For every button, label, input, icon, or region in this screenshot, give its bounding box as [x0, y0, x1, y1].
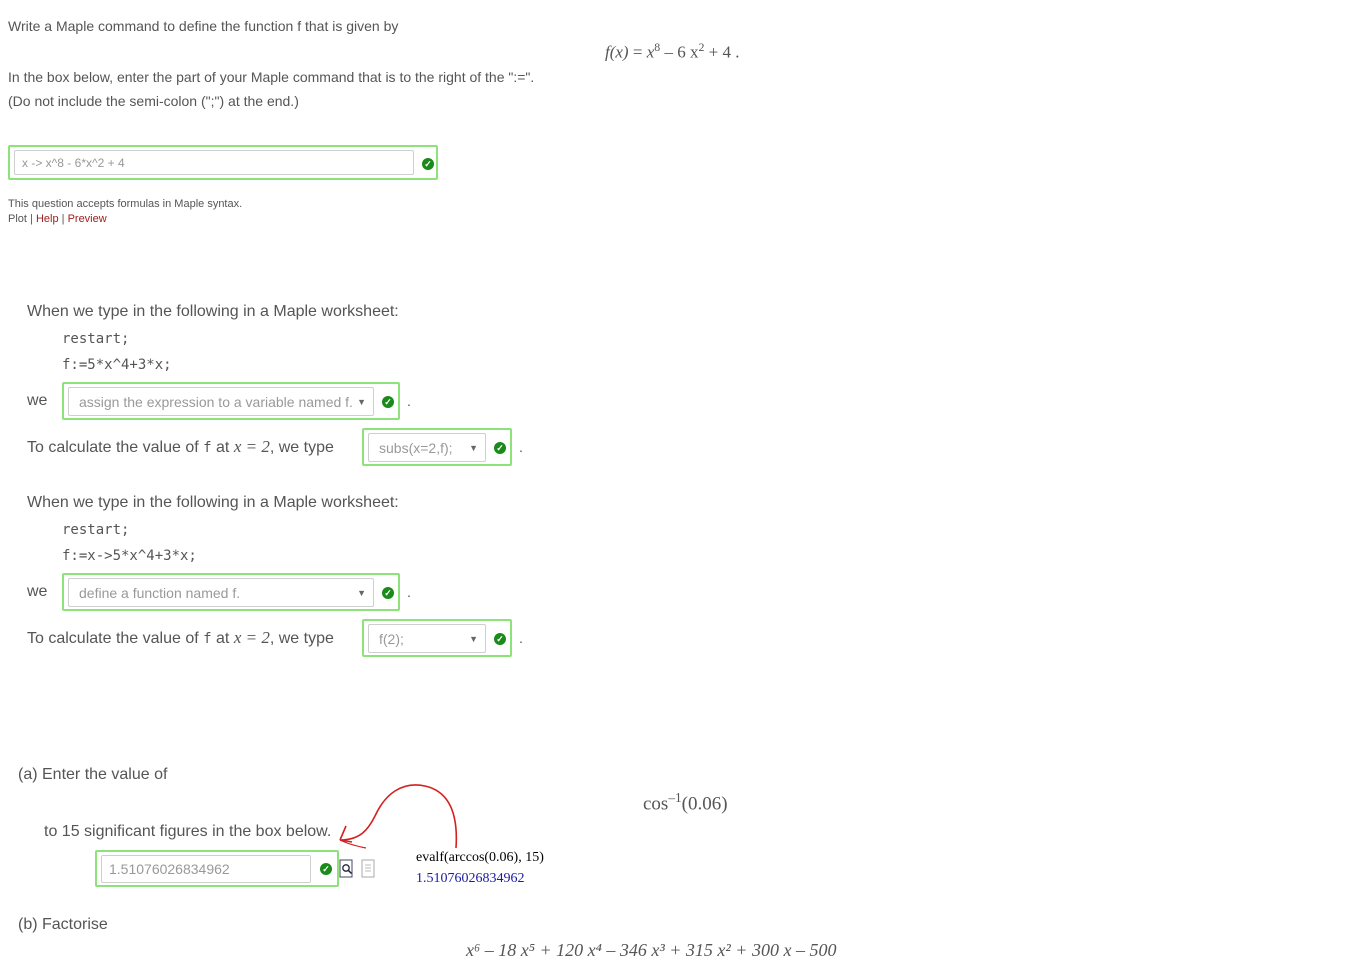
q4-part-a-label: (a) Enter the value of [18, 766, 168, 783]
q2-code-line-1: restart; [62, 331, 130, 347]
plot-doc-icon[interactable] [361, 859, 377, 879]
q1-answer-input[interactable]: x -> x^8 - 6*x^2 + 4 [14, 150, 414, 175]
q2-intro: When we type in the following in a Maple worksheet: [27, 303, 399, 320]
q2-calc-text: To calculate the value of f at x = 2, we type [27, 437, 334, 456]
q4-expression: $\cos^{-1}(0.06)$ [643, 790, 728, 815]
annotation-arrow [330, 778, 470, 858]
q1-formula: $f(x) = x^8 - 6$ $x^2 + 4$ . [605, 40, 740, 62]
dropdown-caret-icon: ▼ [357, 587, 366, 598]
correct-check-icon: ✓ [382, 587, 394, 599]
dropdown-caret-icon: ▼ [469, 633, 478, 644]
q4-polynomial: x⁶ – 18 x⁵ + 120 x⁴ – 346 x³ + 315 x² + 300 x – 500 [466, 940, 837, 960]
q3-calc-text: To calculate the value of f at x = 2, we type [27, 628, 334, 647]
q4-answer-frame [95, 850, 339, 887]
correct-check-icon: ✓ [422, 158, 434, 170]
q1-prompt: Write a Maple command to define the function f that is given by [8, 18, 399, 34]
q3-select1-frame [62, 573, 400, 611]
correct-check-icon: ✓ [382, 396, 394, 408]
preview-doc-icon[interactable] [339, 859, 355, 879]
q3-intro: When we type in the following in a Maple worksheet: [27, 494, 399, 511]
preview-link[interactable]: Preview [67, 213, 107, 225]
q1-instruction-1: In the box below, enter the part of your Maple command that is to the right of the ":=". [8, 69, 535, 85]
q3-select2-frame [362, 619, 512, 657]
help-link[interactable]: Help [35, 213, 59, 225]
q3-dropdown-2[interactable]: f(2); ▼ [368, 624, 486, 653]
plot-link[interactable]: Plot [8, 213, 27, 225]
correct-check-icon: ✓ [494, 442, 506, 454]
q2-code-line-2: f:=5*x^4+3*x; [62, 357, 172, 373]
q1-links: Plot | Help | Preview [8, 213, 107, 225]
q3-dropdown-1[interactable]: define a function named f. ▼ [68, 578, 374, 607]
annotation-result: 1.51076026834962 [416, 871, 525, 886]
q1-answer-frame [8, 145, 438, 180]
dropdown-caret-icon: ▼ [469, 442, 478, 453]
q4-answer-input[interactable]: 1.51076026834962 [101, 855, 311, 883]
q4-instruction: to 15 significant figures in the box below. [44, 823, 332, 840]
correct-check-icon: ✓ [320, 863, 332, 875]
q2-select2-frame [362, 428, 512, 466]
dropdown-caret-icon: ▼ [357, 396, 366, 407]
q3-code-line-1: restart; [62, 522, 130, 538]
q4-part-b-label: (b) Factorise [18, 916, 108, 933]
q2-dropdown-1[interactable]: assign the expression to a variable named f. ▼ [68, 387, 374, 416]
q1-instruction-2: (Do not include the semi-colon (";") at the end.) [8, 93, 299, 109]
q2-dropdown-2[interactable]: subs(x=2,f); ▼ [368, 433, 486, 462]
correct-check-icon: ✓ [494, 633, 506, 645]
q3-code-line-2: f:=x->5*x^4+3*x; [62, 548, 197, 564]
q1-accepts-text: This question accepts formulas in Maple syntax. [8, 198, 243, 210]
q2-select1-frame [62, 382, 400, 420]
q3-we-label: we [27, 583, 48, 600]
annotation-command: evalf(arccos(0.06), 15) [416, 850, 544, 865]
q2-we-label: we [27, 392, 48, 409]
